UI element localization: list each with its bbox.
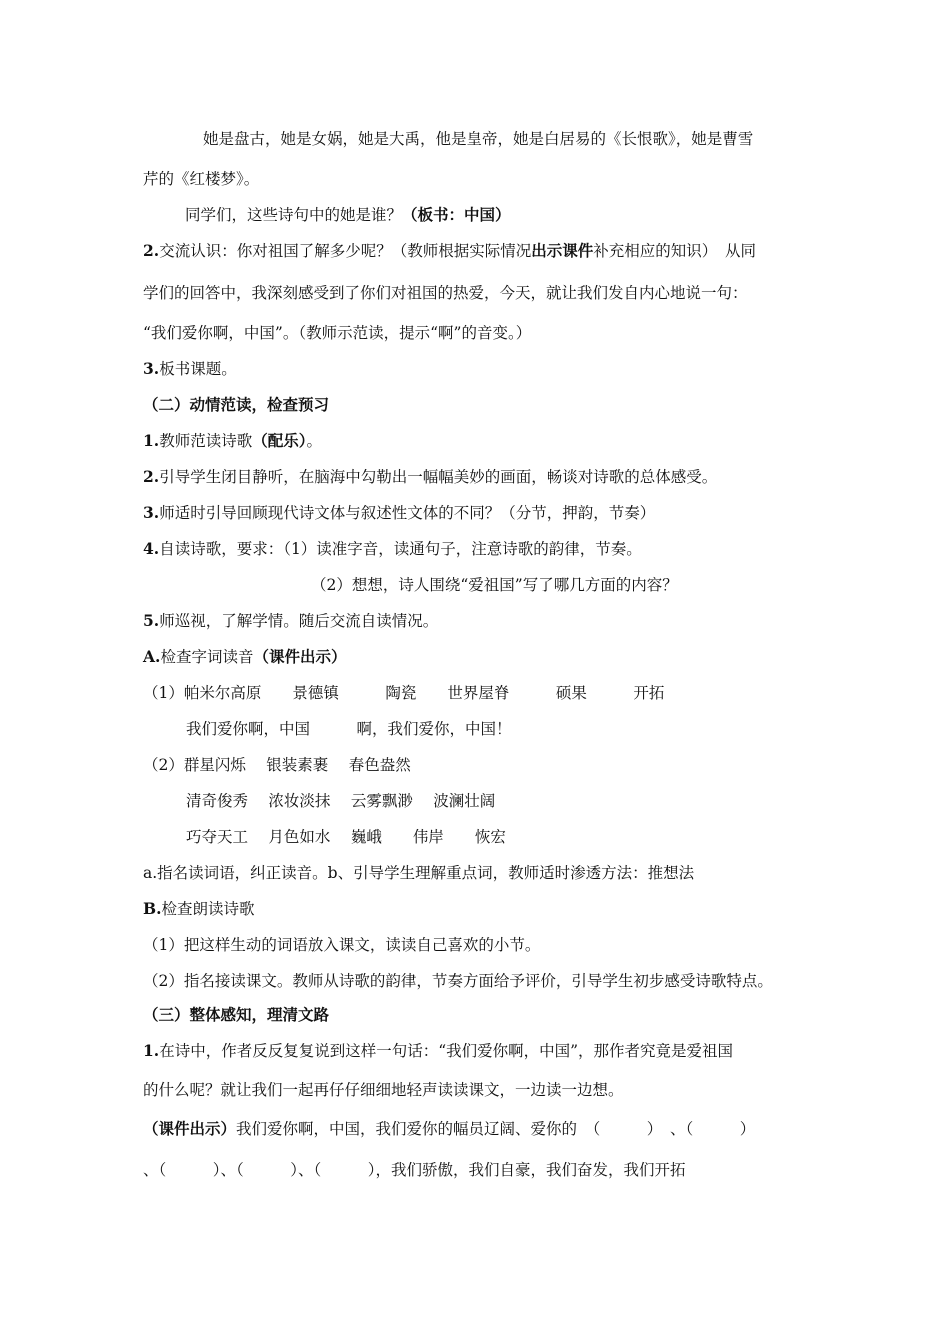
text-line [143,323,531,343]
text-line [143,241,756,261]
text-line [143,283,748,303]
text: 我们爱你啊，中国，我们爱你的幅员辽阔、爱你的 （ ） 、（ ） [236,1120,756,1138]
text-line [143,1041,733,1061]
text-line [143,899,255,919]
text: 自读诗歌，要求：（1）读准字音，读通句子，注意诗歌的韵律，节奏。 [159,540,642,558]
word-list-line: （1）帕米尔高原 景德镇 陶瓷 世界屋脊 硕果 开拓 [143,684,665,702]
emphasis: 出示课件 [531,241,594,260]
board-note: （板书：中国） [402,205,511,224]
emphasis: （课件出示） [253,647,347,666]
text: 在诗中，作者反反复复说到这样一句话：“我们爱你啊，中国”，那作者究竟是爱祖国 [159,1042,734,1060]
section-heading: （二）动情范读，检查预习 [143,395,330,414]
item-number: 1. [143,1041,160,1060]
section-heading: （三）整体感知，理清文路 [143,1005,330,1024]
emphasis: （配乐） [252,431,307,450]
text: 补充相应的知识） 从同 [593,242,756,260]
item-number: 1. [143,431,160,450]
text: “我们爱你啊，中国”。（教师示范读，提示“啊”的音变。） [143,324,532,342]
text: 引导学生闭目静听，在脑海中勾勒出一幅幅美妙的画面，畅谈对诗歌的总体感受。 [159,468,718,486]
item-number: 3. [143,503,160,522]
text: 芹的《红楼梦》。 [143,170,260,188]
text: 板书课题。 [159,360,237,378]
word-list-line: 清奇俊秀 浓妆淡抹 云雾飘渺 波澜壮阔 [186,792,496,810]
word-list-line: （2）群星闪烁 银装素裹 春色盎然 [143,756,411,774]
text-line [143,647,346,667]
text: 师适时引导回顾现代诗文体与叙述性文体的不同？（分节，押韵，节奏） [159,504,656,522]
text-line [143,611,438,631]
item-number: 2. [143,241,160,260]
text-line: 、（ ）、（ ）、（ ），我们骄傲，我们自豪，我们奋发，我们开拓 [143,1161,686,1179]
text-line: （2）指名接读课文。教师从诗歌的韵律，节奏方面给予评价，引导学生初步感受诗歌特点。 [143,972,773,990]
text-line [185,205,511,225]
text-line [143,539,642,559]
item-number: 5. [143,611,160,630]
text-line: a.指名读词语，纠正读音。b、引导学生理解重点词，教师适时渗透方法：推想法 [143,864,695,882]
item-number: 3. [143,359,160,378]
emphasis: （课件出示） [143,1119,237,1138]
text-line [143,359,237,379]
text: 教师范读诗歌 [159,432,253,450]
item-number: 4. [143,539,160,558]
text: 。 [306,432,322,450]
text: 她是盘古，她是女娲，她是大禹，他是皇帝，她是白居易的《长恨歌》，她是曹雪 [203,130,754,148]
text: 学们的回答中，我深刻感受到了你们对祖国的热爱，今天，就让我们发自内心地说一句： [143,284,748,302]
text-line [143,431,322,451]
text-line [143,1119,755,1139]
text-line: （1）把这样生动的词语放入课文，读读自己喜欢的小节。 [143,936,541,954]
text-line [143,169,259,189]
text-line [143,503,655,523]
item-number: A. [143,647,161,666]
text-line [143,467,717,487]
item-number: B. [143,899,162,918]
text-line [203,129,753,149]
item-number: 2. [143,467,160,486]
word-list-line: 我们爱你啊，中国 啊，我们爱你，中国！ [186,720,512,738]
text-line [311,575,678,595]
text: （2）想想，诗人围绕“爱祖国”写了哪几方面的内容？ [311,576,678,594]
text: 检查字词读音 [160,648,254,666]
text: 交流认识：你对祖国了解多少呢？（教师根据实际情况 [159,242,532,260]
text-line: 的什么呢？就让我们一起再仔仔细细地轻声读读课文，一边读一边想。 [143,1081,624,1099]
text: 同学们，这些诗句中的她是谁？ [185,206,403,224]
word-list-line: 巧夺天工 月色如水 巍峨 伟岸 恢宏 [186,828,506,846]
text: 师巡视，了解学情。随后交流自读情况。 [159,612,439,630]
text: 检查朗读诗歌 [161,900,255,918]
